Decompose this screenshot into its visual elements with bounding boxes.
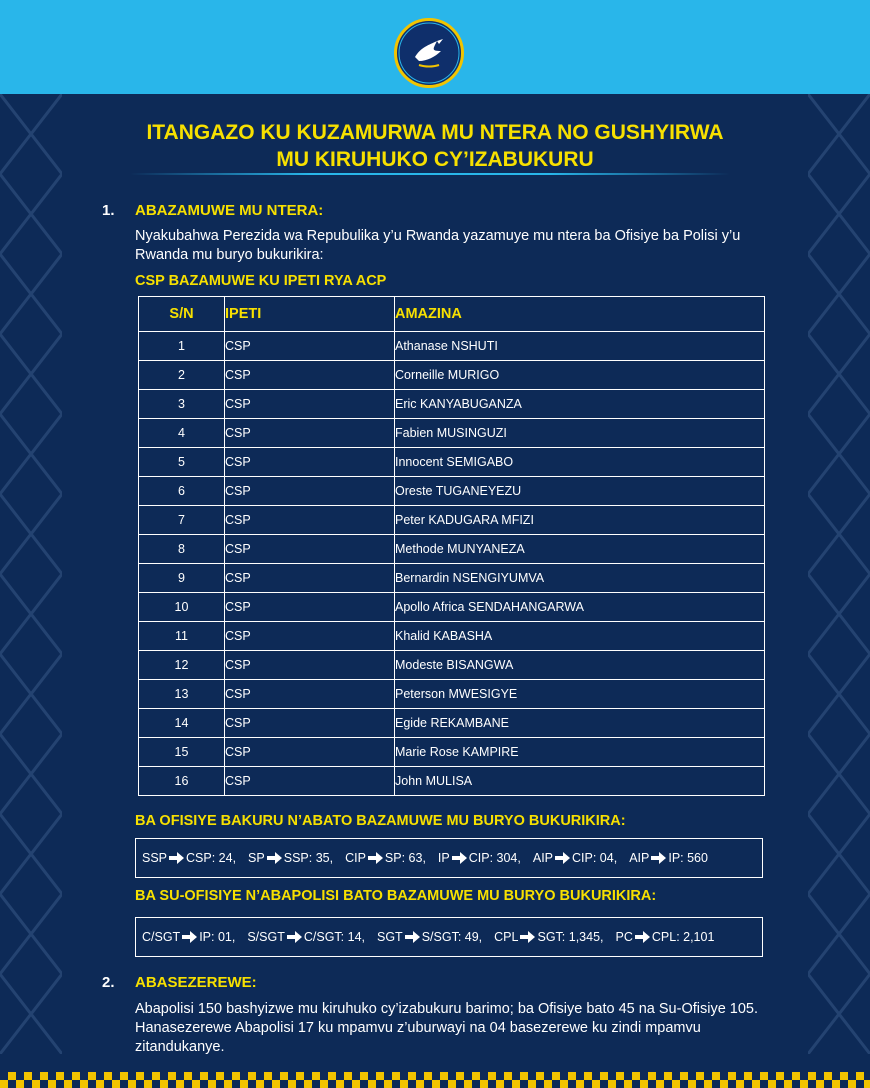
arrow-right-icon <box>651 852 666 864</box>
promotion-item <box>248 851 333 865</box>
cell-rank: CSP <box>225 390 395 419</box>
checkered-footer-band <box>0 1072 870 1088</box>
promotion-item <box>247 930 365 944</box>
arrow-right-icon <box>368 852 383 864</box>
promotion-item <box>345 851 426 865</box>
cell-rank: CSP <box>225 680 395 709</box>
title-divider <box>130 173 730 175</box>
cell-sn: 10 <box>139 593 225 622</box>
rank-to-count: IP: 01, <box>199 930 236 944</box>
officers-summary-box <box>135 838 763 878</box>
table-row <box>139 564 765 593</box>
rank-from: IP <box>437 851 450 865</box>
promotion-item <box>533 851 617 865</box>
rank-to-count: CIP: 04, <box>572 851 618 865</box>
cell-name: Athanase NSHUTI <box>395 332 765 361</box>
cell-name: Peterson MWESIGYE <box>395 680 765 709</box>
dove-emblem-icon <box>397 21 461 85</box>
arrow-right-icon <box>635 931 650 943</box>
cell-sn: 11 <box>139 622 225 651</box>
table-row <box>139 506 765 535</box>
cell-rank: CSP <box>225 419 395 448</box>
promotion-item <box>142 851 236 865</box>
rank-to-count: CPL: 2,101 <box>651 930 715 944</box>
rank-to-count: C/SGT: 14, <box>303 930 365 944</box>
page-title-line2: MU KIRUHUKO CY’IZABUKURU <box>276 148 594 171</box>
right-tribal-pattern <box>808 94 870 1054</box>
table-row <box>139 680 765 709</box>
rank-from: AIP <box>629 851 650 865</box>
cell-name: Marie Rose KAMPIRE <box>395 738 765 767</box>
promotion-table <box>138 296 765 796</box>
rank-from: PC <box>615 930 633 944</box>
cell-name: Corneille MURIGO <box>395 361 765 390</box>
cell-rank: CSP <box>225 622 395 651</box>
arrow-right-icon <box>169 852 184 864</box>
cell-sn: 2 <box>139 361 225 390</box>
table-row <box>139 709 765 738</box>
cell-rank: CSP <box>225 535 395 564</box>
cell-sn: 12 <box>139 651 225 680</box>
cell-rank: CSP <box>225 593 395 622</box>
cell-name: Oreste TUGANEYEZU <box>395 477 765 506</box>
table-row <box>139 767 765 796</box>
cell-rank: CSP <box>225 738 395 767</box>
rank-to-count: CSP: 24, <box>186 851 237 865</box>
rank-to-count: SSP: 35, <box>283 851 334 865</box>
cell-name: Eric KANYABUGANZA <box>395 390 765 419</box>
table-row <box>139 593 765 622</box>
table-title: CSP BAZAMUWE KU IPETI RYA ACP <box>135 273 387 289</box>
section1-title: ABAZAMUWE MU NTERA: <box>135 202 324 219</box>
table-body <box>139 332 765 796</box>
cell-name: Innocent SEMIGABO <box>395 448 765 477</box>
promotion-item <box>494 930 603 944</box>
rank-to-count: SP: 63, <box>384 851 426 865</box>
table-row <box>139 448 765 477</box>
police-logo <box>394 18 464 88</box>
table-row <box>139 419 765 448</box>
arrow-right-icon <box>287 931 302 943</box>
rank-from: SGT <box>377 930 403 944</box>
cell-name: Methode MUNYANEZA <box>395 535 765 564</box>
header-sn: S/N <box>139 297 225 332</box>
arrow-right-icon <box>182 931 197 943</box>
table-row <box>139 390 765 419</box>
page-title-line1: ITANGAZO KU KUZAMURWA MU NTERA NO GUSHYIRWA <box>146 121 724 144</box>
nco-summary-box <box>135 917 763 957</box>
cell-sn: 8 <box>139 535 225 564</box>
rank-to-count: SGT: 1,345, <box>537 930 604 944</box>
cell-sn: 9 <box>139 564 225 593</box>
cell-rank: CSP <box>225 448 395 477</box>
cell-sn: 7 <box>139 506 225 535</box>
rank-from: SSP <box>142 851 168 865</box>
rank-from: CPL <box>494 930 519 944</box>
header-rank: IPETI <box>225 297 395 332</box>
rank-from: CIP <box>345 851 366 865</box>
rank-from: SP <box>248 851 265 865</box>
promotion-item <box>629 851 708 865</box>
arrow-right-icon <box>267 852 282 864</box>
rank-from: C/SGT <box>142 930 181 944</box>
cell-sn: 15 <box>139 738 225 767</box>
rank-to-count: IP: 560 <box>668 851 708 865</box>
arrow-right-icon <box>555 852 570 864</box>
cell-sn: 4 <box>139 419 225 448</box>
promotion-item <box>142 930 235 944</box>
cell-name: Peter KADUGARA MFIZI <box>395 506 765 535</box>
cell-name: John MULISA <box>395 767 765 796</box>
left-tribal-pattern <box>0 94 62 1054</box>
table-row <box>139 622 765 651</box>
cell-sn: 13 <box>139 680 225 709</box>
officers-title: BA OFISIYE BAKURU N’ABATO BAZAMUWE MU BURYO BUKURIKIRA: <box>135 813 626 829</box>
promotion-item <box>438 851 521 865</box>
rank-to-count: CIP: 304, <box>468 851 521 865</box>
arrow-right-icon <box>520 931 535 943</box>
arrow-right-icon <box>405 931 420 943</box>
header-name: AMAZINA <box>395 297 765 332</box>
cell-sn: 5 <box>139 448 225 477</box>
table-row <box>139 535 765 564</box>
nco-title: BA SU-OFISIYE N’ABAPOLISI BATO BAZAMUWE MU BURYO BUKURIKIRA: <box>135 888 657 904</box>
cell-rank: CSP <box>225 651 395 680</box>
cell-rank: CSP <box>225 709 395 738</box>
cell-rank: CSP <box>225 564 395 593</box>
promotion-item <box>616 930 715 944</box>
cell-sn: 1 <box>139 332 225 361</box>
rank-from: AIP <box>532 851 554 865</box>
section2-paragraph: Abapolisi 150 bashyizwe mu kiruhuko cy’izabukuru barimo; ba Ofisiye bato 45 na Su-Ofisiye 105. Hanasezerewe Abapolisi 17 ku mpamvu z’uburwayi na 04 basezerewe ku zindi mpamvu zitandukanye. <box>135 1001 759 1055</box>
top-bar <box>0 0 870 94</box>
cell-sn: 6 <box>139 477 225 506</box>
table-row <box>139 332 765 361</box>
table-header-row <box>139 297 765 332</box>
cell-name: Apollo Africa SENDAHANGARWA <box>395 593 765 622</box>
cell-name: Fabien MUSINGUZI <box>395 419 765 448</box>
section1-number: 1. <box>102 202 115 219</box>
section2-title: ABASEZEREWE: <box>135 974 257 991</box>
cell-name: Egide REKAMBANE <box>395 709 765 738</box>
cell-rank: CSP <box>225 767 395 796</box>
arrow-right-icon <box>452 852 467 864</box>
table-row <box>139 738 765 767</box>
cell-name: Khalid KABASHA <box>395 622 765 651</box>
table-row <box>139 477 765 506</box>
cell-sn: 14 <box>139 709 225 738</box>
cell-sn: 16 <box>139 767 225 796</box>
promotion-item <box>377 930 482 944</box>
cell-rank: CSP <box>225 332 395 361</box>
cell-rank: CSP <box>225 477 395 506</box>
section1-paragraph: Nyakubahwa Perezida wa Repubulika y’u Rwanda yazamuye mu ntera ba Ofisiye ba Polisi y’u Rwanda mu buryo bukurikira: <box>135 228 741 263</box>
section2-number: 2. <box>102 974 115 991</box>
rank-from: S/SGT <box>247 930 285 944</box>
cell-name: Bernardin NSENGIYUMVA <box>395 564 765 593</box>
cell-rank: CSP <box>225 361 395 390</box>
rank-to-count: S/SGT: 49, <box>421 930 483 944</box>
cell-sn: 3 <box>139 390 225 419</box>
cell-rank: CSP <box>225 506 395 535</box>
table-row <box>139 651 765 680</box>
table-row <box>139 361 765 390</box>
cell-name: Modeste BISANGWA <box>395 651 765 680</box>
